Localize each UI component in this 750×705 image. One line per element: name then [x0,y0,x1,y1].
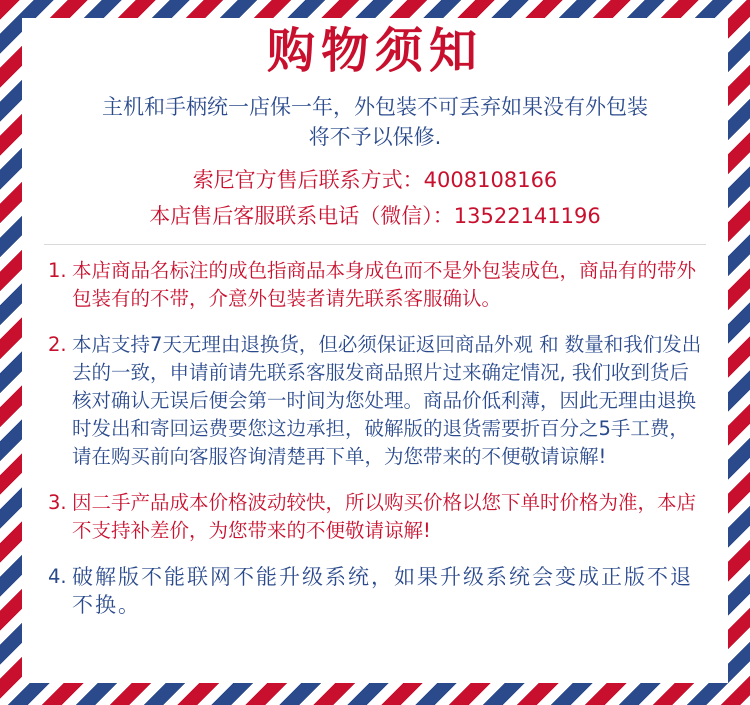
notice-item-2 [48,331,702,471]
notice-card [22,18,728,683]
notice-item-4 [48,563,702,619]
item-number: 1. [48,259,67,282]
sony-service-contact: 索尼官方售后联系方式：4008108166 [192,168,558,192]
notice-item-1 [48,257,702,313]
item-number: 4. [48,565,67,588]
intro-line: 主机和手柄统一店保一年，外包装不可丢弃如果没有外包装 [102,95,648,119]
item-text: 破解版不能联网不能升级系统，如果升级系统会变成正版不退不换。 [72,565,693,617]
item-number: 3. [48,491,67,514]
intro-line: 将不予以保修. [308,125,442,149]
contact-info [48,162,702,234]
item-text: 因二手产品成本价格波动较快，所以购买价格以您下单时价格为准，本店不支持补差价，为您带来的不便敬请谅解! [72,491,697,542]
store-service-contact: 本店售后客服联系电话（微信）：13522141196 [149,204,601,228]
notice-item-3 [48,489,702,545]
page-title: 购物须知 [266,23,483,79]
item-text: 本店商品名标注的成色指商品本身成色而不是外包装成色，商品有的带外包装有的不带，介意外包装者请先联系客服确认。 [72,259,697,310]
item-number: 2. [48,333,67,356]
warranty-intro [48,92,702,152]
item-text: 本店支持7天无理由退换货，但必须保证返回商品外观 和 数量和我们发出去的一致，申请前请先联系客服发商品照片过来确定情况, 我们收到货后核对确认无误后便会第一时间为您处理。商品价低利薄，因此无理由退换时发出和寄回运费要您这边承担，破解版的退货需要折百分之5手工费，请在购买前向客服咨询清楚再下单，为您带来的不便敬请谅解! [72,333,702,468]
divider [44,244,706,245]
